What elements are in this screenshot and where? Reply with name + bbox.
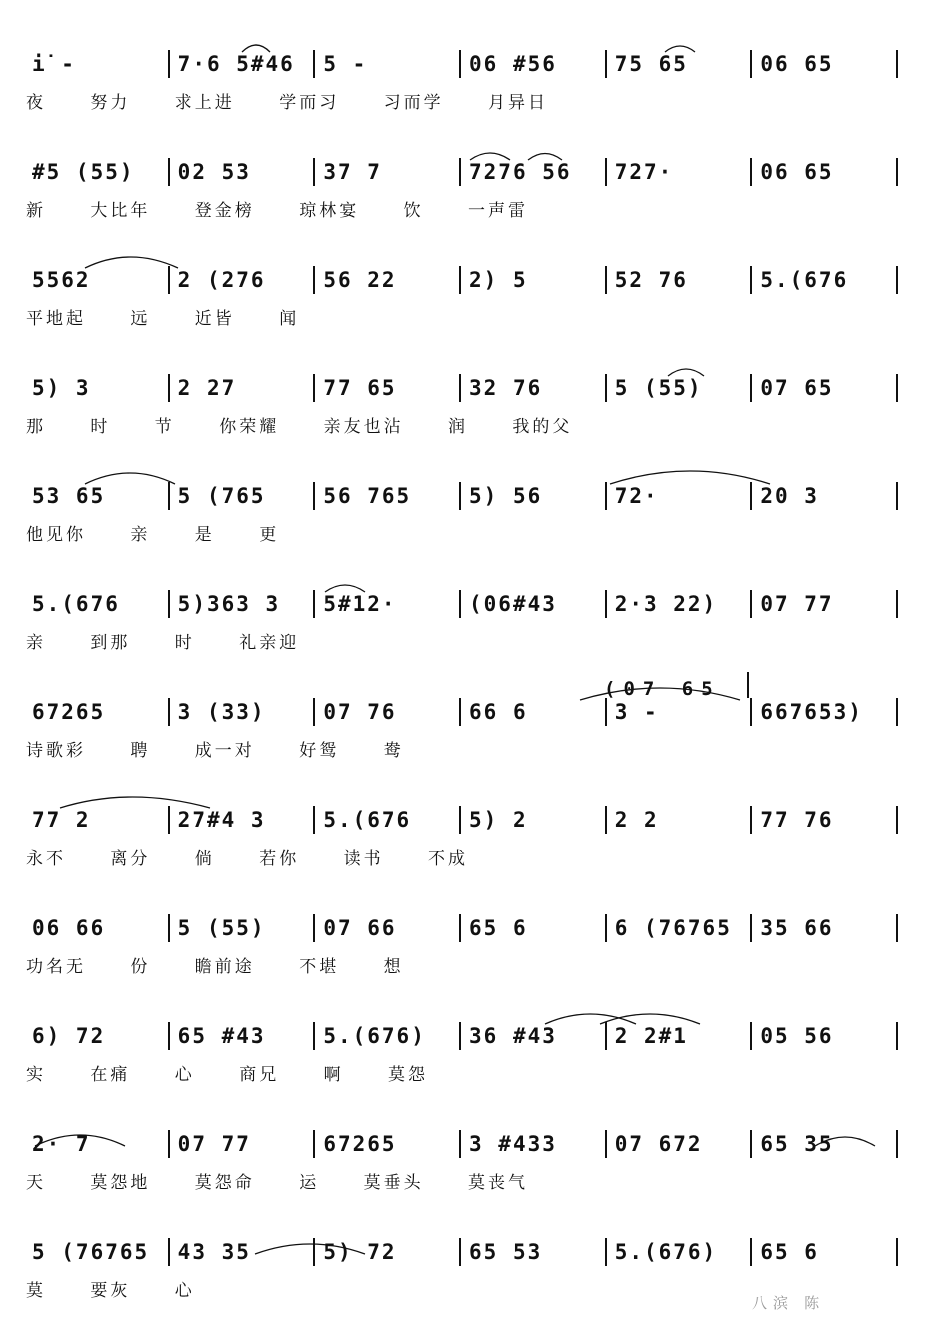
score-row xyxy=(0,1080,928,1193)
measure: 5562 xyxy=(32,268,91,292)
barline xyxy=(896,50,898,78)
lyrics-line: 实 在痛 心 商兄 啊 莫怨 xyxy=(26,1065,429,1085)
measure: 5)363 3 xyxy=(177,592,281,616)
notes-line xyxy=(24,50,898,78)
measure: 06 66 xyxy=(32,916,106,940)
barline xyxy=(896,1238,898,1266)
measure: 2 (276 xyxy=(177,268,266,292)
measure: 65 6 xyxy=(760,1240,819,1264)
notes-line xyxy=(24,1022,898,1050)
measure: 07 77 xyxy=(177,1132,251,1156)
score-row xyxy=(0,972,928,1085)
measure: 67265 xyxy=(323,1132,397,1156)
score-row xyxy=(0,648,928,761)
score-row xyxy=(0,324,928,437)
lyrics-line: 新 大比年 登金榜 琼林宴 饮 一声雷 xyxy=(26,201,529,221)
score-row xyxy=(0,216,928,329)
notes-line xyxy=(24,482,898,510)
upper-voice-line: (07 65 xyxy=(604,678,721,700)
measure: 72· xyxy=(614,484,659,508)
measure: 2· 7 xyxy=(32,1132,91,1156)
measure: 3 #433 xyxy=(469,1132,557,1156)
measure: 07 66 xyxy=(323,916,397,940)
notes-line xyxy=(24,374,898,402)
score-row xyxy=(0,0,928,113)
barline xyxy=(747,672,749,698)
measure: 5 - xyxy=(323,52,368,76)
score-row xyxy=(0,432,928,545)
barline xyxy=(896,914,898,942)
measure: 65 #43 xyxy=(177,1024,266,1048)
measure: #5 (55) xyxy=(32,160,135,184)
measure: 7276 56 xyxy=(469,160,572,184)
measure: 06 65 xyxy=(760,160,834,184)
measure: 07 672 xyxy=(614,1132,703,1156)
lyrics-line: 那 时 节 你荣耀 亲友也沾 润 我的父 xyxy=(26,417,573,437)
lyrics-line: 功名无 份 瞻前途 不堪 想 xyxy=(26,957,404,977)
score-row xyxy=(0,864,928,977)
measure: 52 76 xyxy=(614,268,688,292)
measure: 5 (765 xyxy=(177,484,266,508)
notes-line xyxy=(24,698,898,726)
score-row xyxy=(0,1188,928,1301)
measure: 5 (76765 xyxy=(32,1240,150,1264)
measure: 5) 56 xyxy=(469,484,543,508)
measure: 66 6 xyxy=(469,700,528,724)
measure: 2) 5 xyxy=(469,268,528,292)
barline xyxy=(896,1130,898,1158)
measure: 2 27 xyxy=(177,376,237,400)
notes-line xyxy=(24,1130,898,1158)
measure: 5.(676) xyxy=(614,1240,718,1264)
measure: 727· xyxy=(614,160,674,184)
measure: 2 2 xyxy=(614,808,659,832)
score-row xyxy=(0,540,928,653)
measure: 56 22 xyxy=(323,268,397,292)
measure: 35 66 xyxy=(760,916,834,940)
barline xyxy=(896,266,898,294)
lyrics-line: 天 莫怨地 莫怨命 运 莫垂头 莫丧气 xyxy=(26,1173,529,1193)
notes-line xyxy=(24,1238,898,1266)
barline xyxy=(896,698,898,726)
notes-line xyxy=(24,266,898,294)
measure: 07 77 xyxy=(760,592,834,616)
barline xyxy=(896,158,898,186)
measure: 667653) xyxy=(760,700,863,724)
barline xyxy=(896,482,898,510)
measure: 5.(676) xyxy=(323,1024,426,1048)
measure: 07 76 xyxy=(323,700,397,724)
notes-line xyxy=(24,158,898,186)
measure: 75 65 xyxy=(614,52,688,76)
notes-line xyxy=(24,590,898,618)
measure: 36 #43 xyxy=(469,1024,557,1048)
score-row xyxy=(0,756,928,869)
measure: 32 76 xyxy=(469,376,543,400)
lyrics-line: 亲 到那 时 礼亲迎 xyxy=(26,633,300,653)
measure: 07 65 xyxy=(760,376,834,400)
measure: (06#43 xyxy=(469,592,557,616)
score-row xyxy=(0,108,928,221)
barline xyxy=(896,806,898,834)
measure: 20 3 xyxy=(760,484,819,508)
lyrics-line: 他见你 亲 是 更 xyxy=(26,525,280,545)
measure: 5 (55) xyxy=(614,376,703,400)
lyrics-line: 夜 努力 求上进 学而习 习而学 月异日 xyxy=(26,93,549,113)
lyrics-line: 诗歌彩 聘 成一对 好鸳 鸯 xyxy=(26,741,404,761)
measure: 43 35 xyxy=(177,1240,251,1264)
measure: 65 6 xyxy=(469,916,528,940)
measure: 2·3 22) xyxy=(614,592,718,616)
barline xyxy=(896,1022,898,1050)
measure: 56 765 xyxy=(323,484,412,508)
measure: 77 76 xyxy=(760,808,834,832)
measure: 37 7 xyxy=(323,160,382,184)
measure: 05 56 xyxy=(760,1024,834,1048)
measure: 2 2#1 xyxy=(614,1024,688,1048)
measure: 5#12· xyxy=(323,592,397,616)
lyrics-line: 莫 要灰 心 xyxy=(26,1281,195,1301)
measure: 53 65 xyxy=(32,484,106,508)
measure: i̇ - xyxy=(32,52,76,76)
barline xyxy=(896,374,898,402)
measure: 5) 72 xyxy=(323,1240,397,1264)
measure: 65 35 xyxy=(760,1132,834,1156)
measure: 5 (55) xyxy=(177,916,266,940)
barline xyxy=(896,590,898,618)
lyrics-line: 平地起 远 近皆 闻 xyxy=(26,309,300,329)
measure: 77 65 xyxy=(323,376,397,400)
measure: 77 2 xyxy=(32,808,91,832)
measure: 06 #56 xyxy=(469,52,557,76)
measure: 7·6 5#46 xyxy=(177,52,295,76)
measure: 67265 xyxy=(32,700,106,724)
measure: 5.(676 xyxy=(32,592,120,616)
measure: 65 53 xyxy=(469,1240,543,1264)
measure: 5) 3 xyxy=(32,376,91,400)
watermark: 八滨 陈 xyxy=(752,1295,826,1312)
measure: 27#4 3 xyxy=(177,808,266,832)
measure: 6) 72 xyxy=(32,1024,106,1048)
measure: 5.(676 xyxy=(760,268,849,292)
lyrics-line: 永不 离分 倘 若你 读书 不成 xyxy=(26,849,469,869)
measure: 06 65 xyxy=(760,52,834,76)
measure: 6 (76765 xyxy=(614,916,732,940)
notes-line xyxy=(24,806,898,834)
measure: 3 - xyxy=(614,700,659,724)
measure: 02 53 xyxy=(177,160,251,184)
notes-line xyxy=(24,914,898,942)
measure: 5.(676 xyxy=(323,808,412,832)
measure: 5) 2 xyxy=(469,808,528,832)
measure: 3 (33) xyxy=(177,700,266,724)
